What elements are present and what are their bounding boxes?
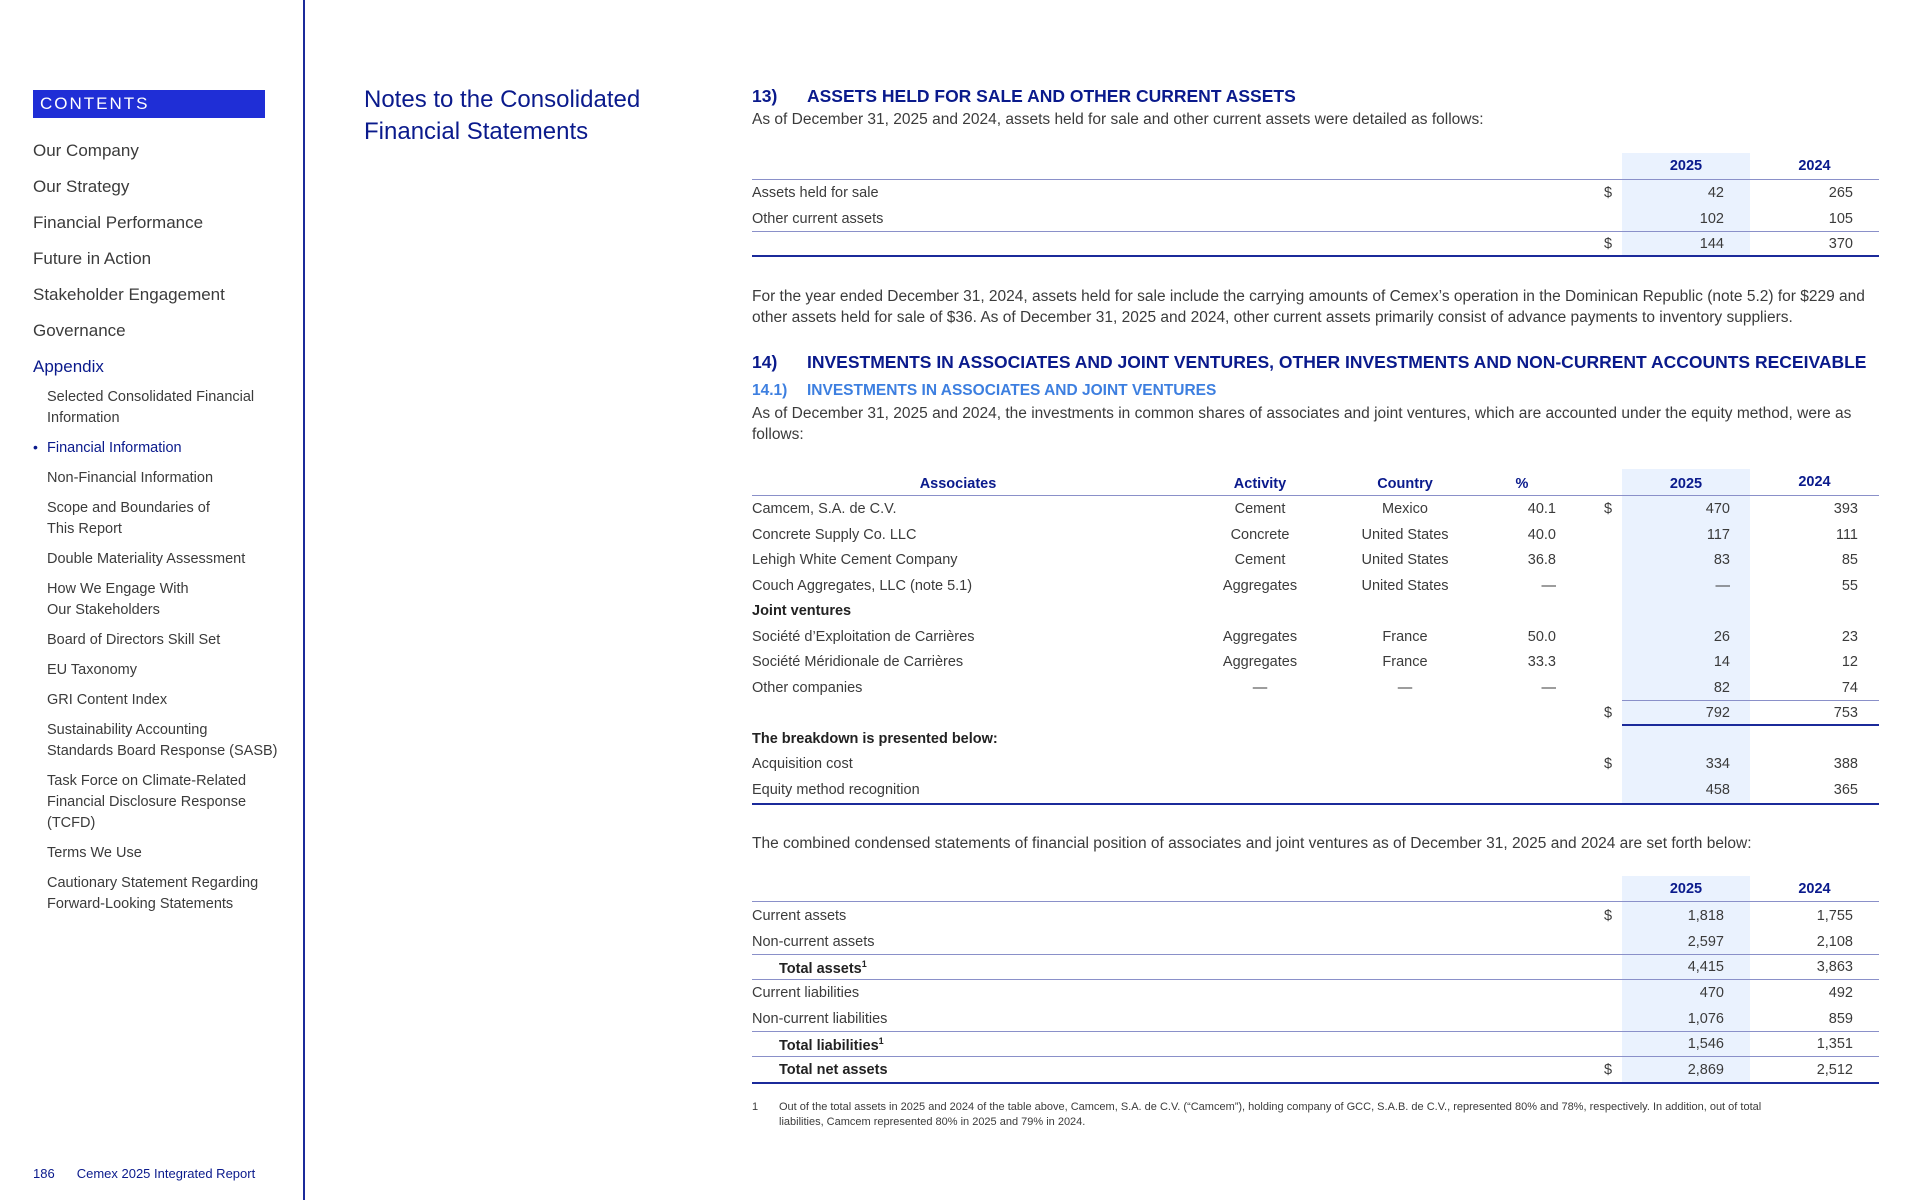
row-label: Acquisition cost bbox=[752, 756, 853, 772]
nav-stakeholder-engagement[interactable]: Stakeholder Engagement bbox=[33, 285, 225, 304]
subnav-board-skill-set[interactable] bbox=[47, 630, 297, 651]
associate-percent: 50.0 bbox=[1527, 629, 1556, 645]
row-label-total-liabilities bbox=[779, 1036, 884, 1054]
value-2025: 1,818 bbox=[1687, 908, 1724, 924]
col-header-2025: 2025 bbox=[1669, 881, 1703, 897]
value-2024: 492 bbox=[1828, 985, 1853, 1001]
associate-percent: — bbox=[1541, 578, 1556, 594]
associate-name: Couch Aggregates, LLC (note 5.1) bbox=[752, 578, 973, 594]
value-2025: 117 bbox=[1706, 527, 1730, 543]
subnav-line: Financial Information bbox=[47, 440, 182, 456]
page-number: 186 bbox=[33, 1166, 55, 1181]
row-label-total-net-assets: Total net assets bbox=[779, 1062, 888, 1078]
currency-symbol: $ bbox=[1604, 705, 1613, 721]
nav-our-company[interactable]: Our Company bbox=[33, 141, 139, 160]
table-rule bbox=[752, 954, 1879, 955]
note-14-1-title: INVESTMENTS IN ASSOCIATES AND JOINT VENTURES bbox=[807, 382, 1217, 399]
footnote-ref: 1 bbox=[861, 959, 867, 969]
page-footer bbox=[33, 1166, 255, 1181]
subnav-line: Double Materiality Assessment bbox=[47, 551, 246, 567]
subnav-line: Financial Disclosure Response bbox=[47, 794, 247, 810]
note-13-intro: As of December 31, 2025 and 2024, assets held for sale and other current assets were detailed as follows: bbox=[752, 111, 1484, 128]
subnav-line: How We Engage With bbox=[47, 581, 189, 597]
section-title bbox=[364, 84, 640, 148]
note-13-paragraph: For the year ended December 31, 2024, assets held for sale include the carrying amounts of Cemex’s operation in the Dominican Republic (note 5.2) for $229 and other assets held for sale of $36. As of December 31, 2025 and 2024, other current assets primarily consist of advance payments to inventory suppliers. bbox=[752, 288, 1865, 326]
associate-country: France bbox=[1382, 654, 1428, 670]
value-2025: 26 bbox=[1713, 629, 1730, 645]
table-rule bbox=[752, 231, 1879, 232]
subnav-line: Non-Financial Information bbox=[47, 470, 214, 486]
nav-our-strategy[interactable]: Our Strategy bbox=[33, 177, 130, 196]
note-13-title: ASSETS HELD FOR SALE AND OTHER CURRENT ASSETS bbox=[807, 86, 1296, 106]
subnav-scope-and-boundaries[interactable] bbox=[47, 498, 297, 540]
total-rule bbox=[1622, 724, 1879, 726]
currency-symbol: $ bbox=[1604, 1062, 1613, 1078]
subnav-line: Board of Directors Skill Set bbox=[47, 632, 221, 648]
table-rule bbox=[752, 179, 1879, 180]
value-2025: 458 bbox=[1705, 782, 1730, 798]
associate-activity: — bbox=[1252, 680, 1268, 696]
value-2025: 42 bbox=[1707, 185, 1724, 201]
total-liabilities-label: Total liabilities bbox=[779, 1037, 879, 1054]
subnav-financial-information[interactable] bbox=[47, 438, 297, 459]
subnav-sasb[interactable] bbox=[47, 720, 297, 762]
value-2025: 2,869 bbox=[1687, 1062, 1724, 1078]
value-2025: 2,597 bbox=[1687, 934, 1724, 950]
subnav-line: Standards Board Response (SASB) bbox=[47, 743, 278, 759]
subnav-line: Task Force on Climate-Related bbox=[47, 773, 247, 789]
subnav-line: Cautionary Statement Regarding bbox=[47, 875, 259, 891]
value-2024: 111 bbox=[1835, 527, 1858, 543]
value-2024: 74 bbox=[1841, 680, 1858, 696]
subnav-line: (TCFD) bbox=[47, 815, 96, 831]
associate-percent: 33.3 bbox=[1527, 654, 1556, 670]
section-title-line: Financial Statements bbox=[364, 118, 589, 145]
total-2024: 753 bbox=[1833, 705, 1858, 721]
subnav-line: Our Stakeholders bbox=[47, 602, 160, 618]
subnav-selected-consolidated-financial-information[interactable] bbox=[47, 387, 297, 429]
footnote-ref: 1 bbox=[878, 1036, 884, 1046]
table-rule bbox=[752, 1031, 1879, 1032]
associate-country: United States bbox=[1361, 527, 1449, 543]
footnote-line: liabilities, Camcem represented 80% in 2025 and 79% in 2024. bbox=[779, 1116, 1086, 1128]
table-rule-bottom bbox=[752, 255, 1879, 257]
currency-symbol: $ bbox=[1604, 501, 1613, 517]
subnav-line: This Report bbox=[47, 521, 122, 537]
value-2025: 470 bbox=[1699, 985, 1724, 1001]
associate-name: Concrete Supply Co. LLC bbox=[752, 527, 917, 543]
col-header-associates: Associates bbox=[919, 476, 997, 492]
associate-country: United States bbox=[1361, 578, 1449, 594]
subnav-terms-we-use[interactable] bbox=[47, 843, 297, 864]
currency-symbol: $ bbox=[1604, 756, 1613, 772]
value-2025: 14 bbox=[1713, 654, 1730, 670]
col-header-activity: Activity bbox=[1233, 476, 1287, 492]
value-2024: 388 bbox=[1833, 756, 1858, 772]
subtotal-rule bbox=[1622, 700, 1879, 701]
subnav-gri-content-index[interactable] bbox=[47, 690, 297, 711]
associate-name: Other companies bbox=[752, 680, 863, 696]
value-2024: 1,755 bbox=[1816, 908, 1853, 924]
associate-activity: Cement bbox=[1234, 501, 1286, 517]
col-header-2024: 2024 bbox=[1798, 881, 1831, 897]
associate-percent: 40.1 bbox=[1527, 501, 1556, 517]
combined-intro: The combined condensed statements of financial position of associates and joint ventures as of December 31, 2025 and 2024 are set forth below: bbox=[752, 835, 1752, 852]
total-2024: 370 bbox=[1828, 236, 1853, 252]
value-2024: 859 bbox=[1828, 1011, 1853, 1027]
total-2025: 792 bbox=[1705, 705, 1730, 721]
total-2025: 144 bbox=[1699, 236, 1724, 252]
nav-appendix[interactable]: Appendix bbox=[33, 357, 104, 376]
nav-governance[interactable]: Governance bbox=[33, 321, 126, 340]
value-2024: 55 bbox=[1841, 578, 1858, 594]
row-label: Non-current assets bbox=[752, 934, 875, 950]
col-header-2024: 2024 bbox=[1798, 158, 1831, 174]
subnav-tcfd[interactable] bbox=[47, 771, 297, 834]
value-2025: 82 bbox=[1713, 680, 1730, 696]
value-2024: 2,512 bbox=[1816, 1062, 1853, 1078]
subnav-line: Scope and Boundaries of bbox=[47, 500, 210, 516]
value-2025: 1,546 bbox=[1687, 1036, 1724, 1052]
subnav-line: GRI Content Index bbox=[47, 692, 168, 708]
value-2025: — bbox=[1715, 578, 1730, 594]
footnote-line: Out of the total assets in 2025 and 2024 of the table above, Camcem, S.A. de C.V. (“Camcem”), holding company of GCC, S.A.B. de C.V., represented 80% and 78%, respectively. In addition, out of total bbox=[779, 1101, 1762, 1113]
subnav-line: Sustainability Accounting bbox=[47, 722, 208, 738]
row-label: Other current assets bbox=[752, 211, 884, 227]
subnav-line: Information bbox=[47, 410, 120, 426]
associate-name: Société d’Exploitation de Carrières bbox=[752, 629, 975, 645]
note-14-title: INVESTMENTS IN ASSOCIATES AND JOINT VENTURES, OTHER INVESTMENTS AND NON-CURRENT ACCOUNTS RECEIVABLE bbox=[807, 352, 1867, 372]
associate-name: Lehigh White Cement Company bbox=[752, 552, 958, 568]
joint-ventures-heading: Joint ventures bbox=[752, 603, 852, 619]
value-2024: 393 bbox=[1833, 501, 1858, 517]
nav-financial-performance[interactable]: Financial Performance bbox=[33, 213, 204, 232]
value-2024: 85 bbox=[1841, 552, 1858, 568]
value-2024: 12 bbox=[1841, 654, 1858, 670]
col-header-2024: 2024 bbox=[1798, 474, 1831, 490]
total-assets-label: Total assets bbox=[779, 960, 862, 977]
footnote-text bbox=[779, 1100, 1889, 1130]
table-rule-bottom bbox=[752, 803, 1879, 805]
associate-name: Camcem, S.A. de C.V. bbox=[752, 501, 897, 517]
subnav-non-financial-information[interactable] bbox=[47, 468, 297, 489]
subnav-eu-taxonomy[interactable] bbox=[47, 660, 297, 681]
value-2025: 334 bbox=[1705, 756, 1730, 772]
row-label: Current liabilities bbox=[752, 985, 860, 1001]
note-14-number: 14) bbox=[752, 352, 778, 372]
active-bullet-icon: • bbox=[33, 439, 38, 455]
row-label: Equity method recognition bbox=[752, 782, 920, 798]
value-2024: 3,863 bbox=[1816, 959, 1853, 975]
col-header-2025: 2025 bbox=[1669, 158, 1703, 174]
value-2024: 1,351 bbox=[1816, 1036, 1853, 1052]
subnav-line: Forward-Looking Statements bbox=[47, 896, 234, 912]
value-2025: 4,415 bbox=[1687, 959, 1724, 975]
associate-country: France bbox=[1382, 629, 1428, 645]
table-rule bbox=[752, 979, 1879, 980]
subnav-line: EU Taxonomy bbox=[47, 662, 137, 678]
subnav-double-materiality[interactable] bbox=[47, 549, 297, 570]
value-2024: 2,108 bbox=[1816, 934, 1853, 950]
row-label: Non-current liabilities bbox=[752, 1011, 888, 1027]
table-rule bbox=[752, 495, 1879, 496]
associate-country: United States bbox=[1361, 552, 1449, 568]
associate-country: Mexico bbox=[1382, 501, 1428, 517]
subnav-line: Selected Consolidated Financial bbox=[47, 389, 255, 405]
note-13-number: 13) bbox=[752, 86, 778, 106]
value-2024: 105 bbox=[1828, 211, 1853, 227]
associate-activity: Concrete bbox=[1230, 527, 1290, 543]
breakdown-heading: The breakdown is presented below: bbox=[752, 731, 998, 747]
associate-country: — bbox=[1397, 680, 1413, 696]
col-header-country: Country bbox=[1377, 476, 1433, 492]
col-header-percent: % bbox=[1515, 476, 1529, 492]
subnav-how-we-engage[interactable] bbox=[47, 579, 297, 621]
currency-symbol: $ bbox=[1604, 908, 1613, 924]
col-header-2025: 2025 bbox=[1669, 476, 1703, 492]
value-2025: 102 bbox=[1699, 211, 1724, 227]
footnote-number: 1 bbox=[752, 1101, 759, 1113]
row-label: Current assets bbox=[752, 908, 847, 924]
subnav-cautionary-statement[interactable] bbox=[47, 873, 297, 915]
associate-activity: Cement bbox=[1234, 552, 1286, 568]
table-rule bbox=[752, 901, 1879, 902]
associate-activity: Aggregates bbox=[1222, 654, 1298, 670]
associate-percent: 40.0 bbox=[1527, 527, 1556, 543]
note-14-1-intro: As of December 31, 2025 and 2024, the investments in common shares of associates and joint ventures, which are accounted under the equity method, were as follows: bbox=[752, 405, 1852, 443]
associate-percent: 36.8 bbox=[1527, 552, 1556, 568]
sidebar bbox=[0, 0, 305, 1200]
value-2025: 470 bbox=[1705, 501, 1730, 517]
value-2024: 23 bbox=[1841, 629, 1858, 645]
associate-percent: — bbox=[1541, 680, 1556, 696]
value-2025: 1,076 bbox=[1687, 1011, 1724, 1027]
associate-name: Société Méridionale de Carrières bbox=[752, 654, 964, 670]
table-rule-bottom bbox=[752, 1082, 1879, 1084]
value-2025: 83 bbox=[1713, 552, 1730, 568]
report-title: Cemex 2025 Integrated Report bbox=[76, 1166, 256, 1181]
note-14-1-number: 14.1) bbox=[752, 382, 788, 399]
nav-future-in-action[interactable]: Future in Action bbox=[33, 249, 152, 268]
contents-badge[interactable]: CONTENTS bbox=[33, 90, 265, 118]
row-label: Assets held for sale bbox=[752, 185, 879, 201]
value-2024: 265 bbox=[1828, 185, 1853, 201]
currency-symbol: $ bbox=[1604, 185, 1613, 201]
associate-activity: Aggregates bbox=[1222, 578, 1298, 594]
value-2024: 365 bbox=[1833, 782, 1858, 798]
table-rule bbox=[752, 1056, 1879, 1057]
associate-activity: Aggregates bbox=[1222, 629, 1298, 645]
currency-symbol: $ bbox=[1604, 236, 1613, 252]
row-label-total-assets bbox=[779, 959, 867, 977]
subnav-line: Terms We Use bbox=[47, 845, 142, 861]
section-title-line: Notes to the Consolidated bbox=[364, 86, 641, 113]
